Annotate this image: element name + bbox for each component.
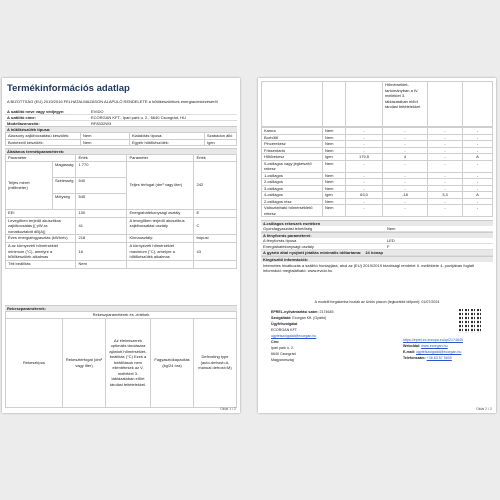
compartment-cell: -18 [383, 192, 428, 199]
compartment-cell: - [346, 198, 383, 205]
volume-label: Teljes térfogat (dm³ vagy liter) [127, 161, 194, 209]
page-footer: Oldal 1 / 2 [220, 407, 236, 411]
compartment-cell: - [383, 160, 428, 172]
supplier-name-label: A szállító neve vagy védjegye: [7, 109, 65, 114]
compartment-cell: - [346, 147, 383, 154]
min-temp-value: 16 [76, 243, 127, 261]
web-link[interactable]: www.ecorgan.hu [421, 344, 448, 348]
compartment-cell: - [428, 185, 463, 192]
compartment-cell: - [428, 205, 463, 217]
address-city: 6640 Csongrád [271, 352, 296, 356]
compartment-cell: - [383, 198, 428, 205]
compartment-cell: Igen [323, 192, 346, 199]
eei-label: EEI [6, 209, 76, 217]
compartment-cell: 3-csillagos [262, 185, 323, 192]
dim-value: 545 [76, 193, 127, 209]
service-email-link[interactable]: ugyfelszolgalat@ecorgan.hu [271, 334, 317, 338]
compartment-cell: - [428, 134, 463, 141]
compartment-cell: - [346, 179, 383, 186]
annual-value: 218 [76, 235, 127, 243]
eprel-number: 2174645 [319, 310, 334, 314]
compartment-cell: Pincerekesz [262, 141, 323, 148]
compartment-cell: - [463, 172, 493, 179]
compartment-cell: - [463, 160, 493, 172]
params-table [5, 154, 237, 269]
compartment-cell: 0-csillagos vagy jégkészítő rekesz [262, 160, 323, 172]
dims-label: Teljes méret (milliméter) [6, 161, 53, 209]
min-temp-label: A az környezeti hőmérséklet minimum (°C), amelyre a hűtőkészülék alkalmas [6, 243, 76, 261]
email-label: E-mail: [403, 350, 415, 354]
table-row [262, 82, 493, 127]
address-street: Ipari park u. 2. [271, 346, 294, 350]
compartment-col-header: Defrosting type (auto-defrost=A, manual defrost=M) [194, 318, 237, 407]
max-temp-label: A környezeti hőmérséklet maximum (°C), amelyre a hűtőkészülék alkalmas [127, 243, 194, 261]
regulation-subtitle: A BIZOTTSÁG (EU) 2019/2016 FELHATALMAZÁSON ALAPULÓ RENDELETE a hűtőkészülékek energiacímkézéséről [7, 99, 218, 104]
params-section-heading: Általános termékparaméterek: [5, 148, 237, 154]
compartment-cell: - [463, 141, 493, 148]
table-row [6, 235, 237, 243]
compartment-cell: - [346, 128, 383, 135]
page-footer: Oldal 2 / 2 [476, 407, 492, 411]
light-type-label: A fényforrás típusa [263, 238, 297, 243]
type-cell: Kialakítás típusa: [130, 133, 205, 140]
star-block [261, 220, 493, 274]
header-cell: Érték [194, 155, 237, 162]
compartment-cell: - [463, 134, 493, 141]
table-row [6, 209, 237, 217]
header-cell: Paraméter [6, 155, 76, 162]
compartment-cell: Nem [323, 134, 346, 141]
type-section-heading: A hűtőkészülék típusa: [5, 126, 237, 132]
compartment-cell: - [383, 205, 428, 217]
provider-label: Szolgáltató: [271, 316, 292, 320]
eprel-url-link[interactable]: https://eprel.ec.europa.eu/qr/2174645 [403, 338, 463, 342]
star-section-heading: 4-csillagos rekeszek esetében [261, 220, 493, 226]
eprel-label: EPREL-nyilvántartási szám: [271, 310, 319, 314]
compartment-cell: - [428, 141, 463, 148]
compartment-table [261, 81, 493, 127]
market-date-note: A modellt forgalomba hozták az Uniós piacon (legkorábbi időpont): 01/07/2024 [314, 300, 440, 304]
compartment-header-table [5, 311, 237, 408]
eei-value: 100 [76, 209, 127, 217]
noise-class-value: C [194, 217, 237, 235]
fast-freeze-label: Gyorsfagyasztási lehetőség [263, 226, 313, 231]
table-row [6, 260, 237, 268]
compartment-cell: - [428, 160, 463, 172]
compartment-cell: - [346, 134, 383, 141]
table-row [6, 318, 237, 407]
compartment-cell: Nem [323, 205, 346, 217]
compartment-cell: - [428, 128, 463, 135]
compartment-cell: Nem [323, 185, 346, 192]
light-section-heading: A fényforrás paraméterei: [261, 232, 493, 238]
phone-label: Telefonszám: [403, 356, 426, 360]
compartment-cell: 4 [383, 154, 428, 161]
compartment-cell: - [428, 179, 463, 186]
document-page-2 [258, 78, 496, 413]
web-label: Weboldal: [403, 344, 421, 348]
model-id: RF8332W3 [91, 121, 112, 126]
type-cell: Szabadon álló [205, 133, 237, 140]
compartment-cell: Igen [323, 154, 346, 161]
annual-label: Éves energiafogyasztás (kWh/év) [6, 235, 76, 243]
compartment-cell: Nem [323, 160, 346, 172]
compartment-col-header: Fagyasztókapacitás (kg/24 óra) [151, 318, 194, 407]
type-block [5, 126, 237, 146]
address-label: Cím: [271, 340, 279, 344]
climate-label: Klímaosztály: [127, 235, 194, 243]
dim-value: 540 [76, 177, 127, 193]
compartment-subheading: Rekeszparaméterek és -értékek [6, 312, 237, 319]
warranty-label: A gyártó által nyújtott jótállás minimális időtartama: [263, 250, 362, 255]
compartment-cell: - [463, 179, 493, 186]
compartment-cell: Nem [323, 179, 346, 186]
class-label: Energiahatékonysági osztály [127, 209, 194, 217]
volume-value: 242 [194, 161, 237, 209]
header-cell: Paraméter [127, 155, 194, 162]
type-cell: Egyéb hűtőkészülék: [130, 139, 205, 146]
compartment-cell: - [346, 205, 383, 217]
type-cell: Nem [81, 139, 130, 146]
compartment-cell: - [463, 128, 493, 135]
header-cell: Érték [76, 155, 127, 162]
phone-link[interactable]: +36 63 57 5600 [426, 356, 452, 360]
table-row [6, 161, 237, 177]
type-cell: Alacsony zajkibocsátású készülék: [6, 133, 81, 140]
compartment-cell: Nem [323, 172, 346, 179]
compartment-cell: Borhűtő [262, 134, 323, 141]
type-cell: Borkezelő készülék: [6, 139, 81, 146]
compartment-cell: A [463, 192, 493, 199]
class-value: E [194, 209, 237, 217]
compartment-cell: 3,3 [428, 192, 463, 199]
supplier-address: ECORGAN KFT., Ipari park u. 2., 6640 Csongrád, HU [91, 115, 186, 120]
max-temp-value: 43 [194, 243, 237, 261]
climate-value: trópusi [194, 235, 237, 243]
compartment-section-heading: Rekeszparaméterek: [5, 305, 237, 311]
compartment-cell: 4-csillagos [262, 192, 323, 199]
compartment-cell: - [463, 185, 493, 192]
compartment-cell: - [383, 179, 428, 186]
fast-freeze-value: Nem [387, 226, 396, 231]
contact-block [261, 300, 493, 363]
compartment-rows [261, 127, 493, 217]
noise-value: 41 [76, 217, 127, 235]
document-page-1 [2, 78, 240, 413]
provider-value: Ecorgan Kft. (Gyártó) [292, 316, 327, 320]
compartment-cell: - [383, 128, 428, 135]
extra-info-text: Internetes hivatkozás a szállító honlapjára, ahol az (EU) 2019/2019 bizottsági rendelet II. melléklete 4. pontjában foglalt információ megtalálható: www.evido.hu [263, 263, 475, 273]
type-cell: Nem [81, 133, 130, 140]
qr-code-overlay [459, 309, 483, 333]
service-name: ECORGAN KFT. [271, 328, 298, 332]
table-row [262, 205, 493, 217]
compartment-cell: Nem [323, 128, 346, 135]
model-label: Modellazonosító: [7, 121, 40, 126]
supplier-block [5, 109, 237, 127]
dim-name: Mélység [53, 193, 76, 209]
compartment-cell: Hűtőrekesz [262, 154, 323, 161]
compartment-cell: - [428, 154, 463, 161]
compartment-cell: - [463, 205, 493, 217]
table-row [6, 217, 237, 235]
compartment-cell: - [346, 172, 383, 179]
compartment-cell: - [346, 141, 383, 148]
compartment-col-header: Rekesztípus [6, 318, 63, 407]
service-label: Ügyfélszolgálat [271, 322, 298, 326]
compartment-cell: - [383, 147, 428, 154]
temp-header-note: Hőmérséklet-tartományban a IV. melléklet 3. táblázatában előírt tárolási feltételekkel. [383, 82, 428, 127]
compartment-col-header: Az élelmiszerek optimális tárolására ajánlott hőmérséklet-beállítás (°C) Ezek a beállítások nem ellentétesek az V. melléklet 3. táblázatában előírt tárolási feltételekkel. [106, 318, 151, 407]
compartment-cell: - [428, 198, 463, 205]
dim-name: Szélesség [53, 177, 76, 193]
type-table [5, 132, 237, 146]
compartment-cell: Nem [323, 147, 346, 154]
compartment-cell: A [463, 154, 493, 161]
compartment-cell: Kamra [262, 128, 323, 135]
compartment-cell: Frissentartó [262, 147, 323, 154]
compartment-cell: Nem [323, 198, 346, 205]
winter-value: Nem [76, 260, 127, 268]
supplier-address-label: A szállító címe: [7, 115, 36, 120]
supplier-name: EVIDO [91, 109, 104, 114]
compartment-cell: Nem [323, 141, 346, 148]
table-row [6, 139, 237, 146]
extra-section-heading: Kiegészítő információk: [261, 256, 493, 262]
noise-class-label: A levegőben terjedő akusztikus zajkibocsátási osztály [127, 217, 194, 235]
compartment-cell: - [346, 185, 383, 192]
compartment-cell: - [383, 134, 428, 141]
compartment-cell: - [428, 147, 463, 154]
compartment-cell: 179,5 [346, 154, 383, 161]
email-link[interactable]: ugyfelszolgalat@ecorgan.hu [415, 350, 462, 354]
dim-value: 1 770 [76, 161, 127, 177]
light-class-value: F [387, 244, 390, 249]
dim-name: Magasság [53, 161, 76, 177]
compartment-cell: - [383, 141, 428, 148]
light-class-label: Energiahatékonysági osztály [263, 244, 314, 249]
noise-label: Levegőben terjedő akusztikus zajkibocsátás [( pW-ra vonatkoztatott dB(A)] [6, 217, 76, 235]
light-type-value: LED [387, 238, 395, 243]
type-cell: Igen [205, 139, 237, 146]
warranty-value: 24 hónap [365, 250, 383, 255]
compartment-cell: 1-csillagos [262, 172, 323, 179]
address-country: Magyarország [271, 358, 294, 362]
compartment-cell: Változtatható hőmérsékletű rekesz [262, 205, 323, 217]
compartment-cell: - [383, 185, 428, 192]
compartment-cell: 2-csillagos rész [262, 198, 323, 205]
table-row [262, 160, 493, 172]
page-title: Termékinformációs adatlap [7, 83, 130, 94]
table-row [6, 243, 237, 261]
compartment-cell: - [428, 172, 463, 179]
compartment-cell: - [463, 147, 493, 154]
compartment-cell: - [463, 198, 493, 205]
compartment-block [5, 305, 237, 408]
compartment-col-header: Rekesztérfogat (dm³ vagy liter) [63, 318, 106, 407]
compartment-cell: 2-csillagos [262, 179, 323, 186]
compartment-cell: - [383, 172, 428, 179]
params-block [5, 148, 237, 269]
compartment-cell: - [346, 160, 383, 172]
compartment-values-block [261, 81, 493, 217]
compartment-cell: 63,0 [346, 192, 383, 199]
winter-label: Téli beállítás [6, 260, 76, 268]
